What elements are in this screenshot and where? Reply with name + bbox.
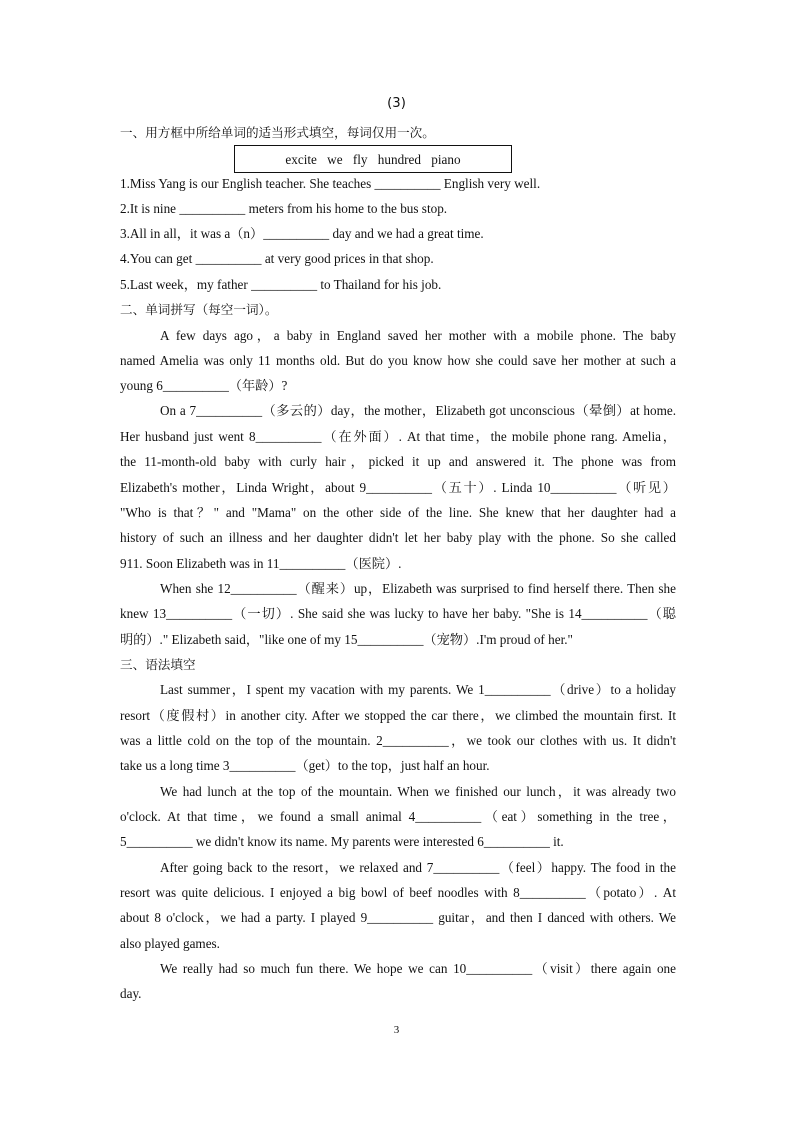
question-4: 4.You can get __________ at very good prices in that shop. (120, 251, 434, 266)
passage-line: resort（度假村）in another city. After we stopped the car there，we climbed the mountain first. It (120, 708, 676, 723)
passage-line: Last summer，I spent my vacation with my parents. We 1__________（drive）to a holiday (160, 682, 676, 697)
passage-line: Elizabeth's mother，Linda Wright，about 9__________（五十）. Linda 10__________（听见） (120, 480, 676, 495)
passage-line: history of such an illness and her daughter didn't let her baby play with the phone. So she called (120, 530, 676, 545)
section1-heading: 一、用方框中所给单词的适当形式填空，每词仅用一次。 (120, 125, 435, 140)
page-number: 3 (393, 1024, 400, 1036)
section3-heading: 三、语法填空 (120, 657, 196, 672)
page-title: (3) (387, 96, 406, 111)
passage-line: Her husband just went 8__________（在外面）. At that time，the mobile phone rang. Amelia， (120, 429, 676, 444)
question-1: 1.Miss Yang is our English teacher. She teaches __________ English very well. (120, 176, 541, 191)
passage-line: about 8 o'clock，we had a party. I played 9__________ guitar，and then I danced with others. We (120, 910, 676, 925)
passage-line: day. (120, 986, 142, 1001)
section2-heading: 二、单词拼写（每空一词）。 (120, 302, 278, 317)
passage-line: knew 13__________（一切）. She said she was lucky to have her baby. "She is 14__________（聪 (120, 606, 676, 621)
passage-line: was a little cold on the top of the mountain. 2__________，we took our clothes with us. It didn't (120, 733, 676, 748)
passage-line: On a 7__________（多云的）day，the mother，Elizabeth got unconscious（晕倒）at home. (160, 403, 676, 418)
passage-line: After going back to the resort，we relaxed and 7__________（feel）happy. The food in the (160, 860, 676, 875)
passage-line: resort was quite delicious. I enjoyed a big bowl of beef noodles with 8__________（potato）. At (120, 885, 676, 900)
passage-line: 5__________ we didn't know its name. My parents were interested 6__________ it. (120, 834, 564, 849)
question-3: 3.All in all，it was a（n）__________ day and we had a great time. (120, 226, 484, 241)
passage-line: When she 12__________（醒来）up，Elizabeth was surprised to find herself there. Then she (160, 581, 676, 596)
passage-line: take us a long time 3__________（get）to the top，just half an hour. (120, 758, 490, 773)
passage-line: A few days ago，a baby in England saved her mother with a mobile phone. The baby (160, 328, 676, 343)
passage-line: We had lunch at the top of the mountain. When we finished our lunch，it was already two (160, 784, 676, 799)
passage-line: named Amelia was only 11 months old. But do you know how she could save her mother at such a (120, 353, 676, 368)
passage-line: 911. Soon Elizabeth was in 11__________（医院）. (120, 556, 402, 571)
passage-line: also played games. (120, 936, 220, 951)
passage-line: 明的）." Elizabeth said，"like one of my 15__________（宠物）.I'm proud of her." (120, 632, 573, 647)
passage-line: young 6__________（年龄）? (120, 378, 288, 393)
passage-line: "Who is that？" and "Mama" on the other side of the line. She knew that her daughter had a (120, 505, 676, 520)
question-5: 5.Last week，my father __________ to Thailand for his job. (120, 277, 442, 292)
passage-line: o'clock. At that time，we found a small animal 4__________（eat）something in the tree， (120, 809, 676, 824)
word-box: excite we fly hundred piano (234, 145, 512, 173)
passage-line: the 11-month-old baby with curly hair，picked it up and answered it. The phone was from (120, 454, 676, 469)
passage-line: We really had so much fun there. We hope we can 10__________（visit）there again one (160, 961, 676, 976)
question-2: 2.It is nine __________ meters from his home to the bus stop. (120, 201, 448, 216)
